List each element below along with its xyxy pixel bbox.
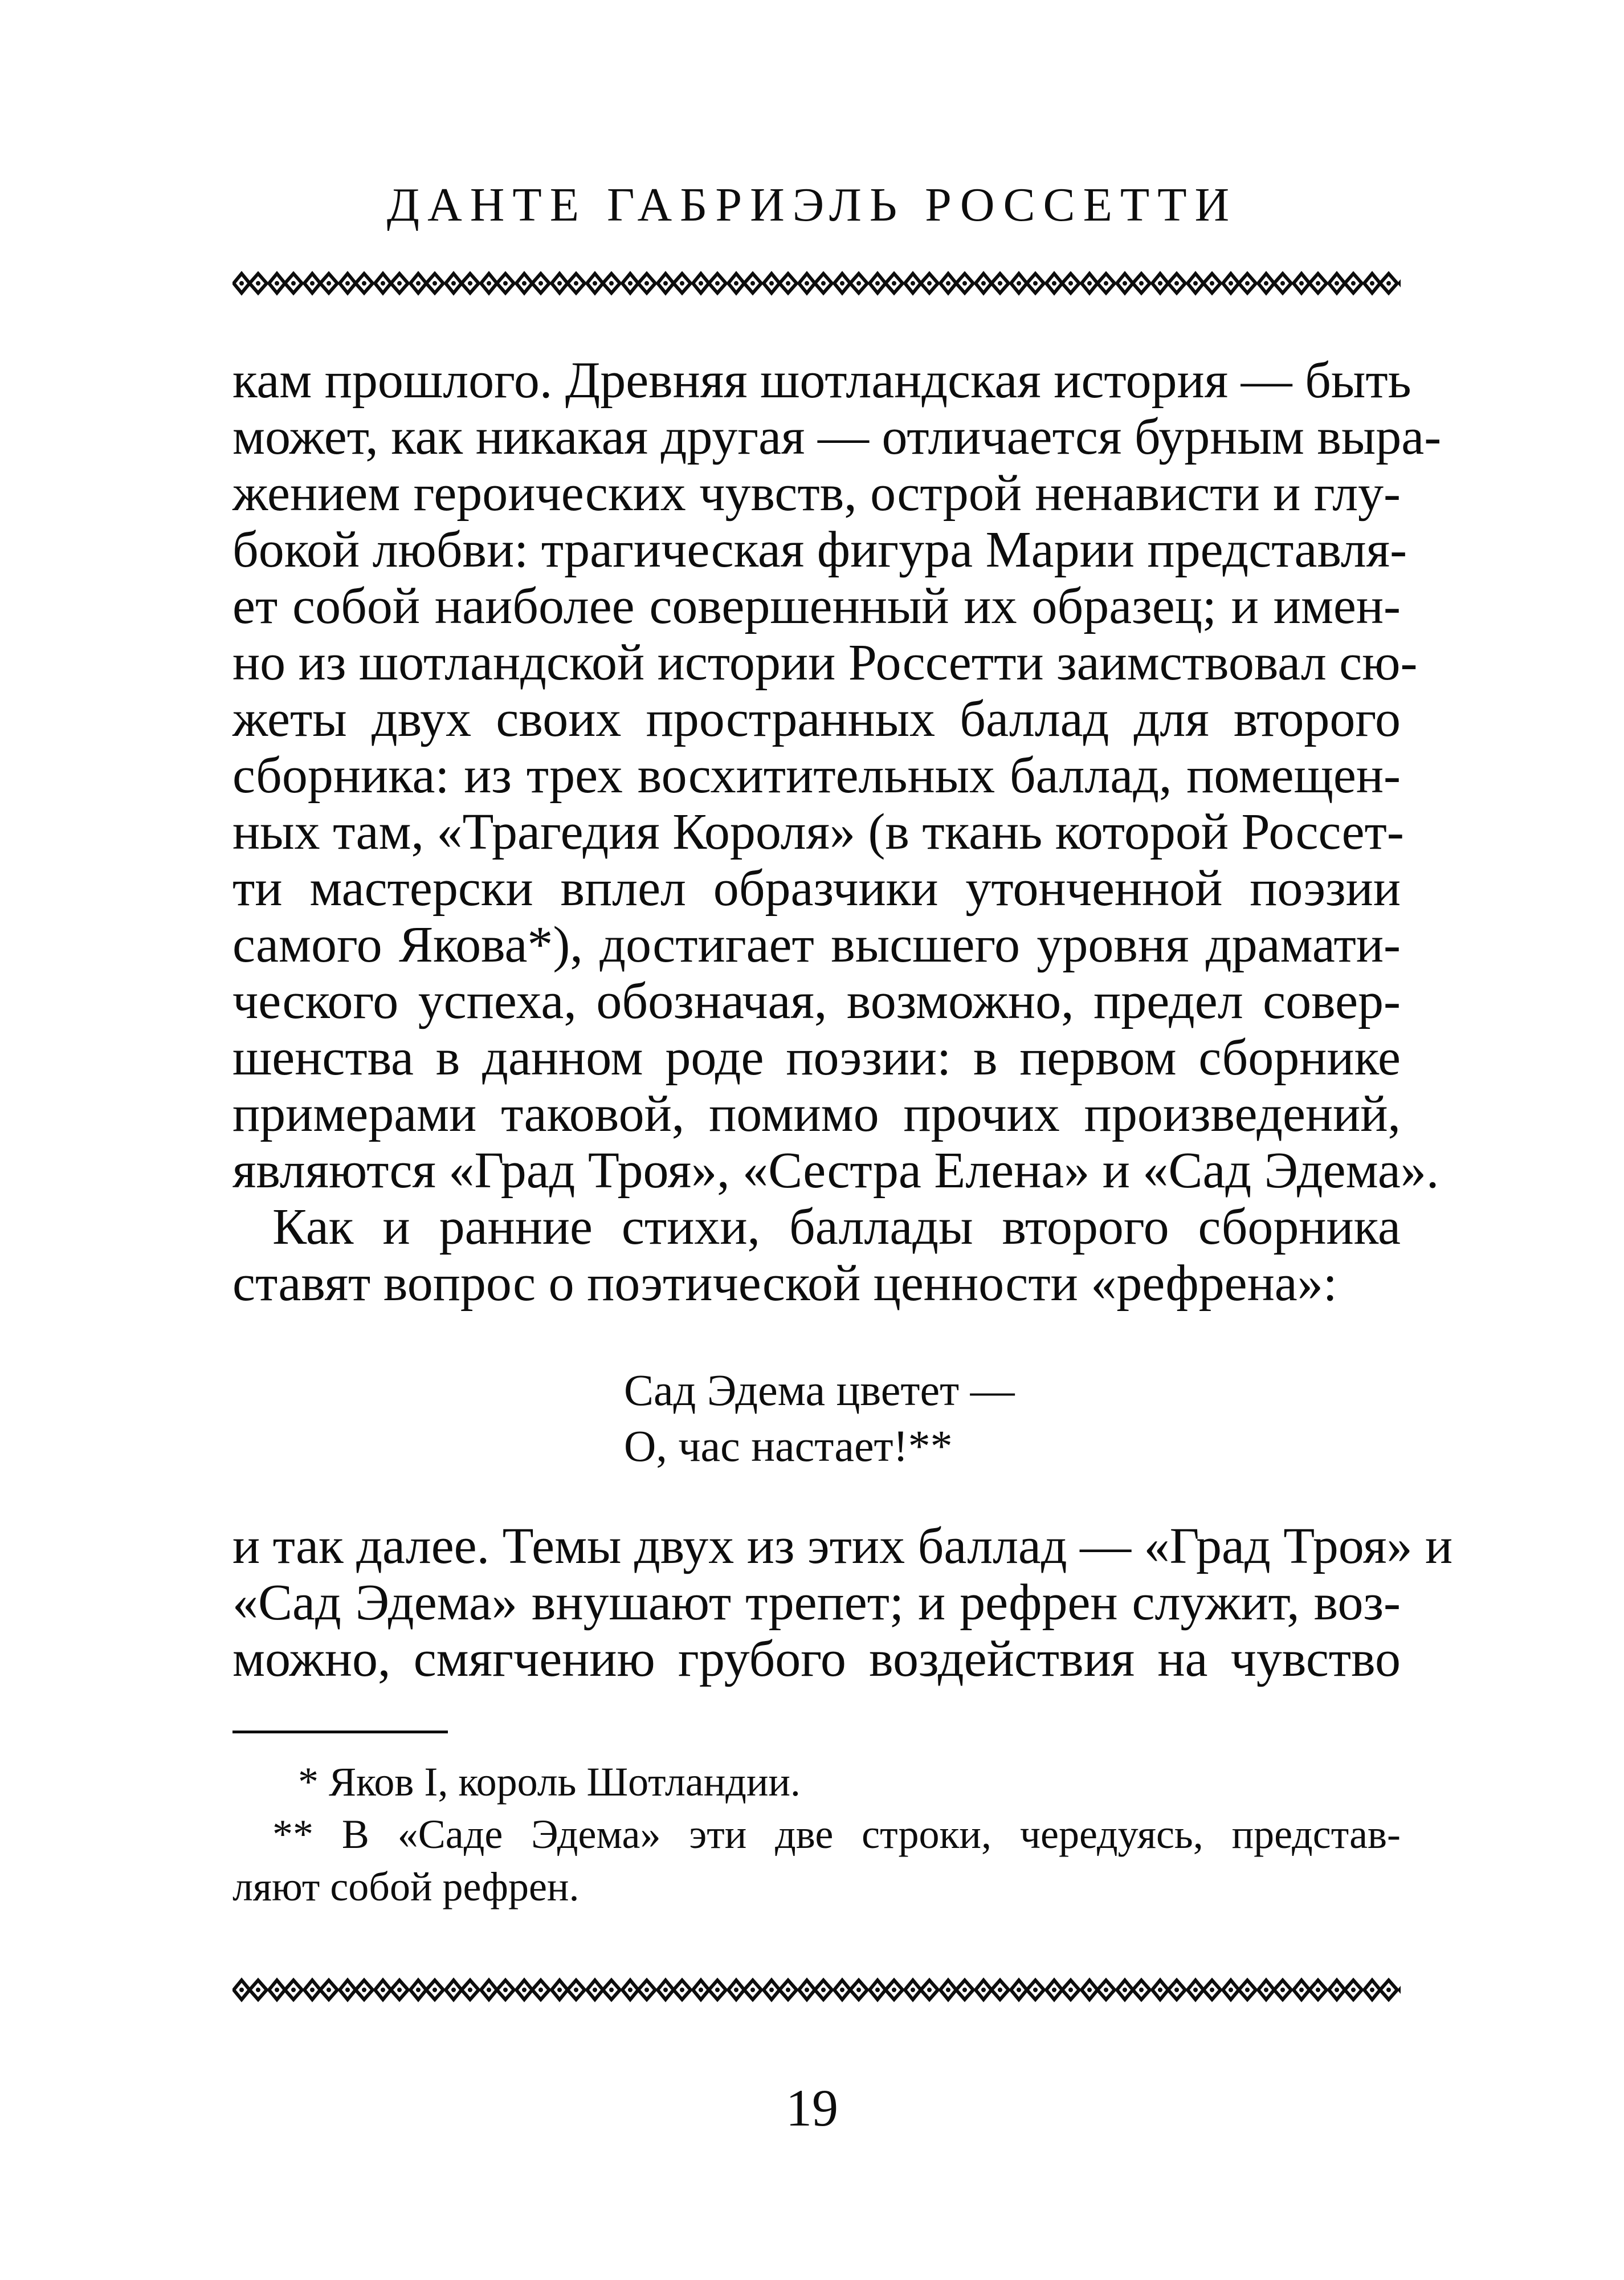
text-line: шенства в данном роде поэзии: в первом сборнике <box>232 1029 1401 1086</box>
running-title: ДАНТЕ ГАБРИЭЛЬ РОССЕТТИ <box>386 178 1238 231</box>
verse-line: Сад Эдема цветет — <box>624 1365 1015 1415</box>
text-line: «Сад Эдема» внушают трепет; и рефрен служит, воз- <box>232 1574 1401 1631</box>
footnotes <box>232 1756 1401 1913</box>
text-line: бокой любви: трагическая фигура Марии представля- <box>232 522 1407 578</box>
text-line: можно, смягчению грубого воздействия на чувство <box>232 1631 1401 1687</box>
continuation-paragraph <box>232 1518 1453 1687</box>
text-line: примерами таковой, помимо прочих произведений, <box>232 1086 1401 1142</box>
page-number: 19 <box>786 2079 838 2137</box>
text-line: кам прошлого. Древняя шотландская история — быть <box>232 352 1411 409</box>
verse-quote <box>624 1362 1015 1474</box>
footnote-1: * Яков I, король Шотландии. <box>298 1759 801 1805</box>
text-line: но из шотландской истории Россетти заимствовал сю- <box>232 634 1418 691</box>
text-line: ных там, «Трагедия Короля» (в ткань которой Россет- <box>232 804 1404 860</box>
text-line: ти мастерски вплел образчики утонченной поэзии <box>232 860 1401 917</box>
text-line: самого Якова*), достигает высшего уровня драмати- <box>232 917 1401 973</box>
text-line: являются «Град Троя», «Сестра Елена» и «Сад Эдема». <box>232 1142 1439 1199</box>
text-line: Как и ранние стихи, баллады второго сборника <box>272 1199 1401 1255</box>
ornament-icon <box>232 1973 1401 2006</box>
text-line: может, как никакая другая — отличается бурным выра- <box>232 409 1442 465</box>
footnote-2-line: ** В «Саде Эдема» эти две строки, чередуясь, представ- <box>272 1811 1401 1857</box>
text-line: жеты двух своих пространных баллад для второго <box>232 691 1401 747</box>
text-line: сборника: из трех восхитительных баллад, помещен- <box>232 747 1401 804</box>
verse-line: О, час настает!** <box>624 1421 953 1471</box>
top-ornament-border <box>232 267 1401 300</box>
text-line: жением героических чувств, острой ненависти и глу- <box>232 465 1401 522</box>
text-line: ет собой наиболее совершенный их образец; и имен- <box>232 578 1401 634</box>
footnote-2-line: ляют собой рефрен. <box>232 1864 580 1909</box>
bottom-ornament-border <box>232 1973 1401 2006</box>
text-line: и так далее. Темы двух из этих баллад — «Град Троя» и <box>232 1518 1453 1574</box>
footnote-separator <box>232 1731 448 1733</box>
main-paragraph <box>232 352 1442 1312</box>
text-line: ставят вопрос о поэтической ценности «рефрена»: <box>232 1255 1337 1312</box>
text-line: ческого успеха, обозначая, возможно, предел совер- <box>232 973 1401 1029</box>
ornament-icon <box>232 267 1401 300</box>
